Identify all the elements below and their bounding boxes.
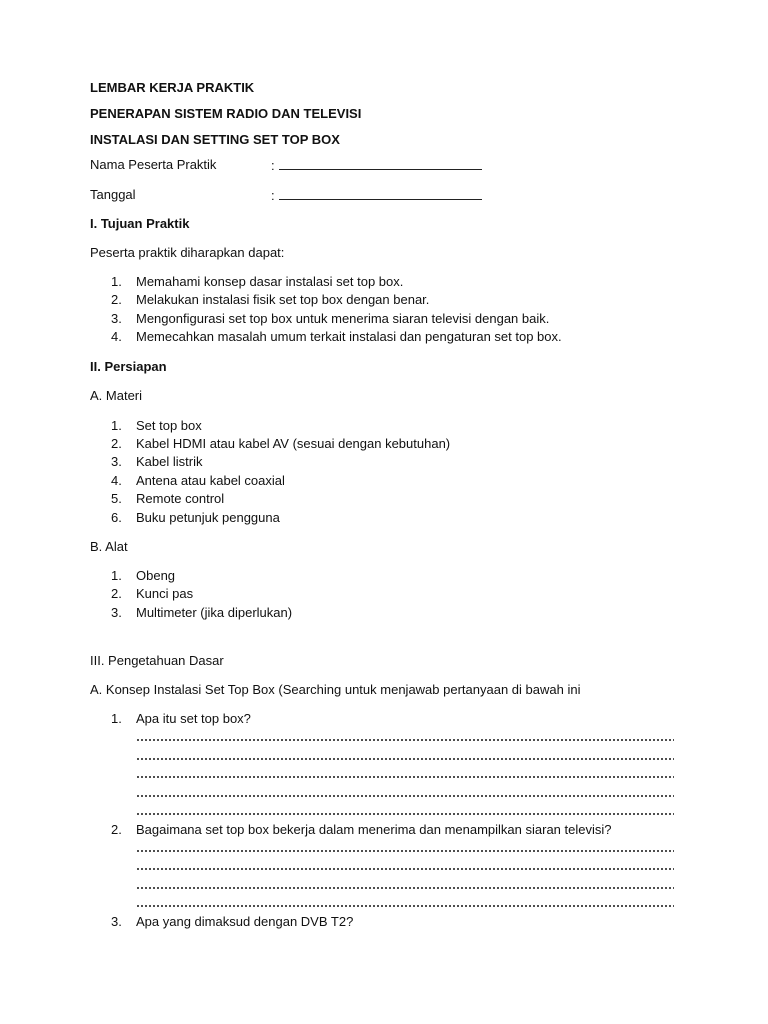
date-colon: : xyxy=(271,188,275,203)
answer-line[interactable] xyxy=(136,905,674,907)
answer-line[interactable] xyxy=(136,887,674,889)
question-number: 2. xyxy=(111,822,122,837)
section1-intro: Peserta praktik diharapkan dapat: xyxy=(90,245,285,260)
date-label: Tanggal xyxy=(90,187,136,202)
list-text: Kabel listrik xyxy=(136,454,203,469)
doc-subtitle: PENERAPAN SISTEM RADIO DAN TELEVISI xyxy=(90,106,362,121)
list-text: Remote control xyxy=(136,491,225,506)
list-text: Memahami konsep dasar instalasi set top box. xyxy=(136,274,404,289)
list-item xyxy=(90,586,194,602)
list-text: Set top box xyxy=(136,418,202,433)
list-item xyxy=(90,491,225,507)
list-number: 1. xyxy=(111,568,122,583)
list-item xyxy=(90,454,203,470)
list-number: 4. xyxy=(111,473,122,488)
question-text: Apa yang dimaksud dengan DVB T2? xyxy=(136,914,354,929)
list-item xyxy=(90,473,285,489)
name-field[interactable] xyxy=(271,157,482,173)
list-number: 1. xyxy=(111,274,122,289)
doc-topic: INSTALASI DAN SETTING SET TOP BOX xyxy=(90,132,340,147)
list-item xyxy=(90,418,202,434)
list-number: 5. xyxy=(111,491,122,506)
answer-line[interactable] xyxy=(136,850,674,852)
list-text: Mengonfigurasi set top box untuk menerima siaran televisi dengan baik. xyxy=(136,311,550,326)
answer-line[interactable] xyxy=(136,868,674,870)
list-item xyxy=(90,274,404,290)
list-item xyxy=(90,568,176,584)
list-text: Kabel HDMI atau kabel AV (sesuai dengan kebutuhan) xyxy=(136,436,451,451)
list-text: Multimeter (jika diperlukan) xyxy=(136,605,293,620)
list-text: Buku petunjuk pengguna xyxy=(136,510,280,525)
question-text: Bagaimana set top box bekerja dalam menerima dan menampilkan siaran televisi? xyxy=(136,822,612,837)
list-text: Obeng xyxy=(136,568,176,583)
question-text: Apa itu set top box? xyxy=(136,711,251,726)
list-item xyxy=(90,329,562,345)
section2-heading: II. Persiapan xyxy=(90,359,167,374)
answer-line[interactable] xyxy=(136,795,674,797)
concept-heading: A. Konsep Instalasi Set Top Box (Searching untuk menjawab pertanyaan di bawah ini xyxy=(90,682,581,697)
question-item xyxy=(90,822,612,838)
answer-line[interactable] xyxy=(136,739,674,741)
list-item xyxy=(90,292,430,308)
list-item xyxy=(90,436,451,452)
answer-line[interactable] xyxy=(136,758,674,760)
list-text: Memecahkan masalah umum terkait instalasi dan pengaturan set top box. xyxy=(136,329,562,344)
list-number: 3. xyxy=(111,605,122,620)
list-number: 3. xyxy=(111,311,122,326)
question-number: 3. xyxy=(111,914,122,929)
list-text: Kunci pas xyxy=(136,586,194,601)
question-item xyxy=(90,711,251,727)
list-number: 1. xyxy=(111,418,122,433)
list-number: 2. xyxy=(111,586,122,601)
name-colon: : xyxy=(271,158,275,173)
list-item xyxy=(90,510,280,526)
section3-heading: III. Pengetahuan Dasar xyxy=(90,653,224,668)
list-number: 2. xyxy=(111,292,122,307)
date-blank-line xyxy=(279,187,482,200)
list-number: 6. xyxy=(111,510,122,525)
list-item xyxy=(90,605,293,621)
list-text: Melakukan instalasi fisik set top box dengan benar. xyxy=(136,292,430,307)
question-number: 1. xyxy=(111,711,122,726)
materi-heading: A. Materi xyxy=(90,388,143,403)
name-blank-line xyxy=(279,157,482,170)
answer-line[interactable] xyxy=(136,813,674,815)
date-field[interactable] xyxy=(271,187,482,203)
question-item xyxy=(90,914,354,930)
alat-heading: B. Alat xyxy=(90,539,128,554)
list-item xyxy=(90,311,550,327)
answer-line[interactable] xyxy=(136,776,674,778)
section1-heading: I. Tujuan Praktik xyxy=(90,216,190,231)
list-number: 2. xyxy=(111,436,122,451)
doc-title: LEMBAR KERJA PRAKTIK xyxy=(90,80,255,95)
list-text: Antena atau kabel coaxial xyxy=(136,473,285,488)
list-number: 4. xyxy=(111,329,122,344)
name-label: Nama Peserta Praktik xyxy=(90,157,217,172)
list-number: 3. xyxy=(111,454,122,469)
